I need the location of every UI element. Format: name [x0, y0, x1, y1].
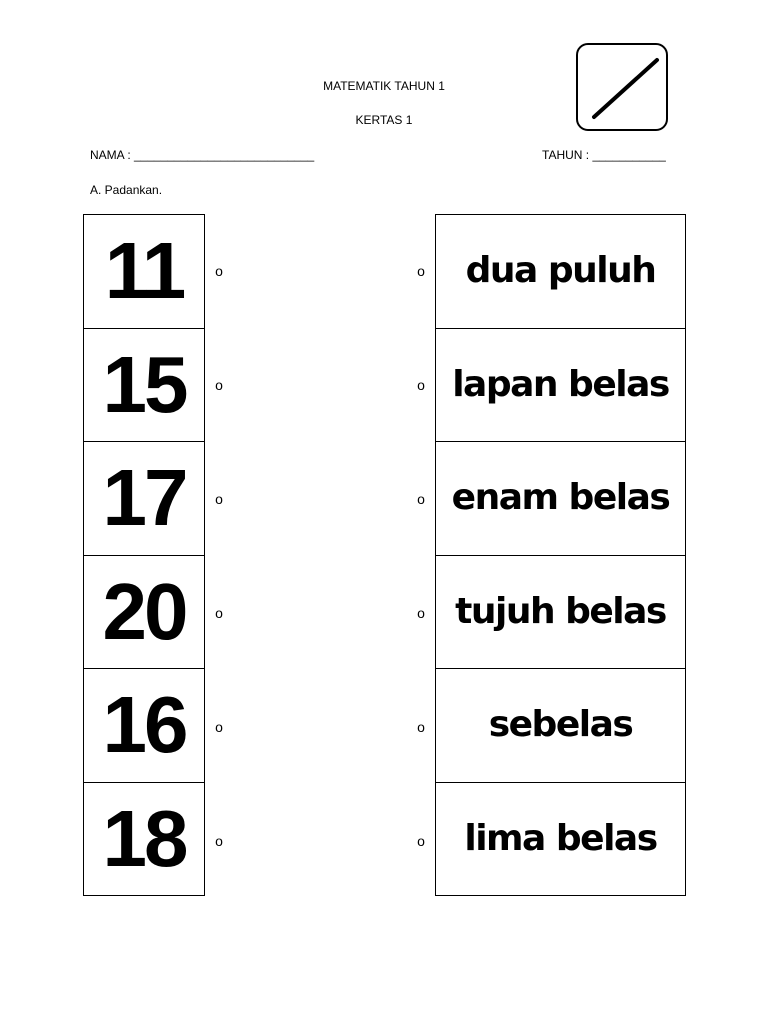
connector-dot[interactable]: o	[215, 491, 223, 507]
number-card	[83, 441, 205, 556]
worksheet-subtitle: KERTAS 1	[355, 113, 413, 127]
connector-dot[interactable]: o	[417, 377, 425, 393]
number-value: 18	[102, 793, 186, 883]
name-field[interactable]: NAMA : ___________________________	[90, 148, 315, 162]
word-card	[435, 668, 686, 783]
score-box	[576, 43, 668, 131]
number-card	[83, 555, 205, 670]
number-value: 17	[102, 453, 186, 543]
left-connector-dots	[212, 214, 226, 898]
slash-icon	[578, 45, 670, 133]
right-connector-dots	[414, 214, 428, 898]
number-value: 15	[102, 339, 186, 429]
connector-dot[interactable]: o	[417, 491, 425, 507]
number-card	[83, 328, 205, 443]
connector-dot[interactable]: o	[417, 833, 425, 849]
worksheet-title: MATEMATIK TAHUN 1	[323, 79, 445, 93]
connector-dot[interactable]: o	[215, 605, 223, 621]
word-card	[435, 441, 686, 556]
word-card	[435, 555, 686, 670]
number-card	[83, 668, 205, 783]
number-value: 20	[102, 566, 186, 656]
word-column	[435, 214, 686, 896]
word-value: tujuh belas	[455, 590, 666, 632]
word-value: dua puluh	[465, 250, 656, 292]
number-value: 11	[104, 226, 184, 316]
connector-dot[interactable]: o	[417, 263, 425, 279]
connector-dot[interactable]: o	[215, 263, 223, 279]
number-card	[83, 214, 205, 329]
connector-dot[interactable]: o	[417, 719, 425, 735]
number-value: 16	[102, 680, 186, 770]
word-value: enam belas	[451, 477, 670, 519]
connector-dot[interactable]: o	[215, 719, 223, 735]
word-value: lapan belas	[452, 363, 669, 405]
instruction-text: A. Padankan.	[90, 183, 163, 197]
word-value: sebelas	[488, 704, 633, 746]
connector-dot[interactable]: o	[417, 605, 425, 621]
word-card	[435, 214, 686, 329]
number-column	[83, 214, 205, 896]
word-card	[435, 328, 686, 443]
word-value: lima belas	[464, 817, 657, 859]
connector-dot[interactable]: o	[215, 833, 223, 849]
number-card	[83, 782, 205, 897]
word-card	[435, 782, 686, 897]
year-field[interactable]: TAHUN : ___________	[542, 148, 666, 162]
connector-dot[interactable]: o	[215, 377, 223, 393]
